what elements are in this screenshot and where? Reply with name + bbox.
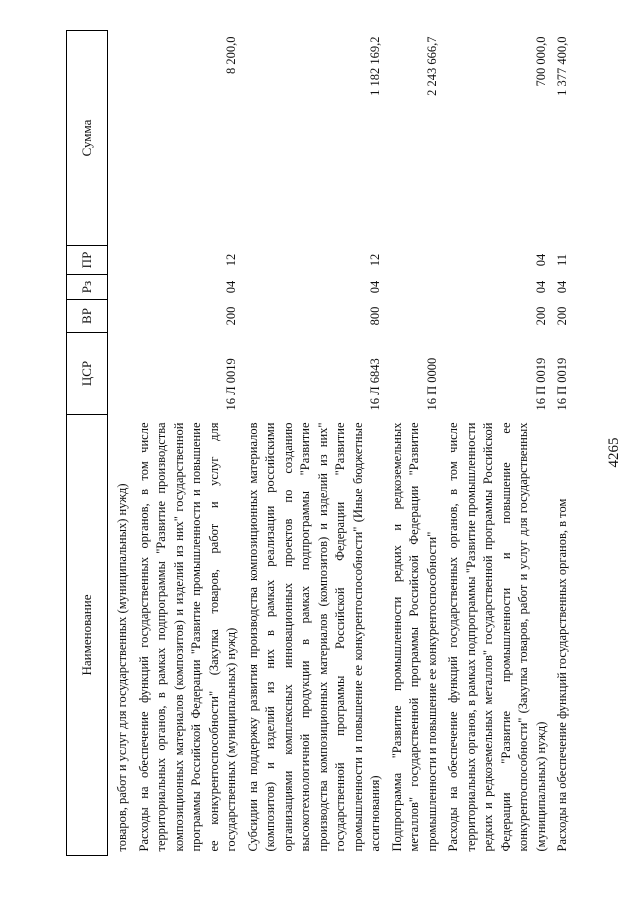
row-vr: 200 (533, 306, 548, 326)
row-sum: 700 000,0 (533, 36, 548, 87)
row-csr: 16 П 0019 (555, 357, 569, 411)
row-name: Расходы на обеспечение функций государственных органов, в том числе территориальных органов, в рамках подпрограммы "Развитие промышленности редких и редкоземельных металлов" государственной программы Российской Федерации "Развитие промышленности и повышение ее конкурентоспособности" (Закупка товаров, работ и услуг для государственных (муниципальных) нужд) (446, 422, 548, 852)
row-pr (386, 246, 443, 275)
row-name: Подпрограмма "Развитие промышленности редких и редкоземельных металлов" государственной программы Российской Федерации "Развитие промышленности и повышение ее конкурентоспособности" (389, 422, 439, 852)
budget-table (66, 30, 573, 856)
table-header-row (67, 31, 108, 856)
row-sum: 8 200,0 (224, 36, 238, 74)
row-rz: 04 (533, 280, 548, 294)
row-vr: 200 (224, 306, 238, 326)
table-row (386, 31, 443, 856)
row-pr: 12 (368, 253, 382, 267)
row-rz: 04 (224, 280, 238, 294)
row-rz (108, 275, 133, 300)
row-csr: 16 Л 6843 (368, 358, 382, 411)
row-csr: 16 Л 0019 (224, 358, 238, 411)
row-name: Расходы на обеспечение функций государственных органов, в том числе территориальных органов, в рамках подпрограммы "Развитие производства композиционных материалов (композитов) и изделий из них" государственной программы Российской Федерации "Развитие промышленности и повышение ее конкурентоспособности" (Закупка товаров, работ и услуг для государственных (муниципальных) нужд) (136, 422, 238, 852)
table-row (551, 31, 573, 856)
row-rz: 04 (555, 280, 569, 294)
row-vr: 800 (368, 306, 382, 326)
header-name: Наименование (67, 415, 108, 856)
row-pr: 11 (555, 253, 569, 267)
table-row (442, 31, 551, 856)
row-name: Расходы на обеспечение функций государственных органов, в том (555, 498, 569, 852)
row-csr: 16 П 0000 (424, 357, 439, 411)
row-rz (386, 275, 443, 300)
row-rz: 04 (368, 280, 382, 294)
row-sum: 2 243 666,7 (424, 36, 439, 96)
table-row (108, 31, 133, 856)
row-vr (386, 300, 443, 333)
row-sum: 1 377 400,0 (555, 36, 569, 96)
header-pr: ПР (67, 246, 108, 275)
row-pr: 12 (224, 253, 238, 267)
row-name: товаров, работ и услуг для государственных (муниципальных) нужд) (115, 483, 129, 852)
row-pr (108, 246, 133, 275)
header-sum: Сумма (67, 31, 108, 246)
row-sum: 1 182 169,2 (368, 36, 382, 96)
table-row (242, 31, 386, 856)
page-number: 4265 (606, 437, 622, 468)
row-pr: 04 (533, 253, 548, 267)
row-csr (108, 333, 133, 415)
row-sum (108, 31, 133, 246)
header-vr: ВР (67, 300, 108, 333)
row-vr: 200 (555, 306, 569, 326)
header-csr: ЦСР (67, 333, 108, 415)
row-csr: 16 П 0019 (533, 357, 548, 411)
row-name: Субсидии на поддержку развития производства композиционных материалов (композитов) и изделий из них в рамках реализации российскими организациями комплексных инновационных проектов по созданию высокотехнологичной продукции в рамках подпрограммы "Развитие производства композиционных материалов (композитов) и изделий из них" государственной программы Российской Федерации "Развитие промышленности и повышение ее конкурентоспособности" (Иные бюджетные ассигнования) (245, 422, 382, 852)
budget-table-container (66, 31, 573, 856)
row-vr (108, 300, 133, 333)
header-rz: Рз (67, 275, 108, 300)
table-row (133, 31, 242, 856)
